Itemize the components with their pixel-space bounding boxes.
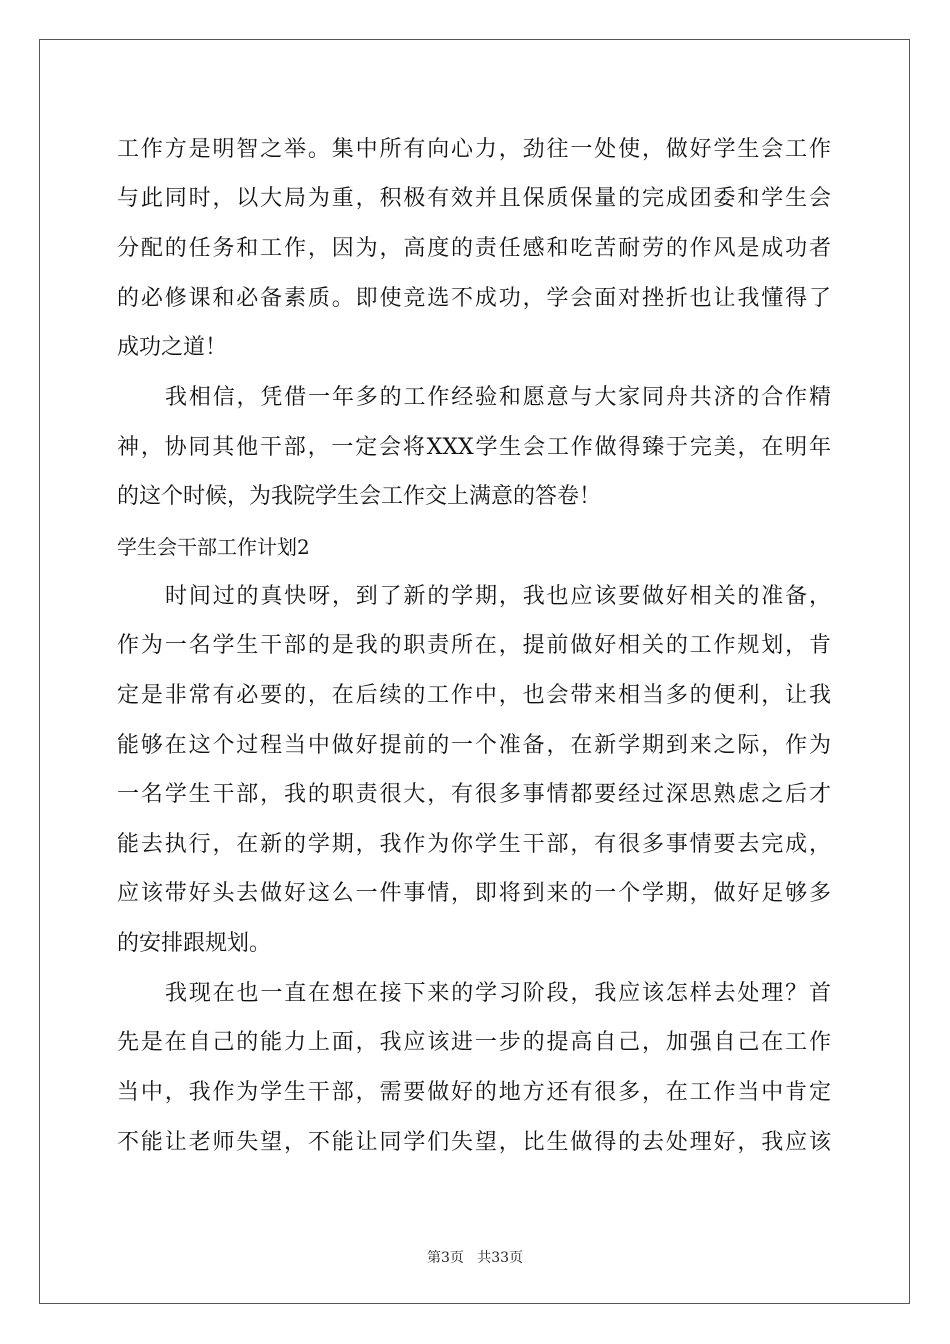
- text-line: 当中，我作为学生干部，需要做好的地方还有很多，在工作当中肯定: [117, 1080, 831, 1105]
- text-line: 的必修课和必备素质。即使竞选不成功，学会面对挫折也让我懂得了: [117, 286, 831, 311]
- text-line: 应该带好头去做好这么一件事情，即将到来的一个学期，做好足够多: [117, 881, 831, 906]
- text-line: 我相信，凭借一年多的工作经验和愿意与大家同舟共济的合作精: [165, 385, 831, 410]
- text-line: 的安排跟规划。: [117, 931, 272, 956]
- text-line: 成功之道！: [117, 335, 228, 360]
- text-line: 工作方是明智之举。集中所有向心力，劲往一处使，做好学生会工作: [117, 137, 831, 162]
- section-heading: 学生会干部工作计划2: [117, 535, 310, 559]
- text-line: 作为一名学生干部的是我的职责所在，提前做好相关的工作规划，肯: [117, 633, 831, 658]
- text-line: 我现在也一直在想在接下来的学习阶段，我应该怎样去处理？首: [165, 981, 831, 1006]
- text-line: 与此同时，以大局为重，积极有效并且保质保量的完成团委和学生会: [117, 186, 831, 211]
- page-footer: 第3页 共33页: [426, 1250, 524, 1266]
- text-line: 定是非常有必要的，在后续的工作中，也会带来相当多的便利，让我: [117, 683, 831, 708]
- text-line: 分配的任务和工作，因为，高度的责任感和吃苦耐劳的作风是成功者: [117, 236, 831, 261]
- text-line: 能够在这个过程当中做好提前的一个准备，在新学期到来之际，作为: [117, 733, 831, 758]
- text-line: 神，协同其他干部，一定会将XXX学生会工作做得臻于完美，在明年: [117, 435, 831, 460]
- text-line: 时间过的真快呀，到了新的学期，我也应该要做好相关的准备，: [165, 584, 831, 609]
- text-line: 的这个时候，为我院学生会工作交上满意的答卷！: [117, 484, 602, 509]
- text-line: 能去执行，在新的学期，我作为你学生干部，有很多事情要去完成，: [117, 832, 831, 857]
- text-line: 先是在自己的能力上面，我应该进一步的提高自己，加强自己在工作: [117, 1030, 831, 1055]
- page-border: [39, 39, 910, 1304]
- text-line: 不能让老师失望，不能让同学们失望，比生做得的去处理好，我应该: [117, 1130, 831, 1155]
- text-line: 一名学生干部，我的职责很大，有很多事情都要经过深思熟虑之后才: [117, 782, 831, 807]
